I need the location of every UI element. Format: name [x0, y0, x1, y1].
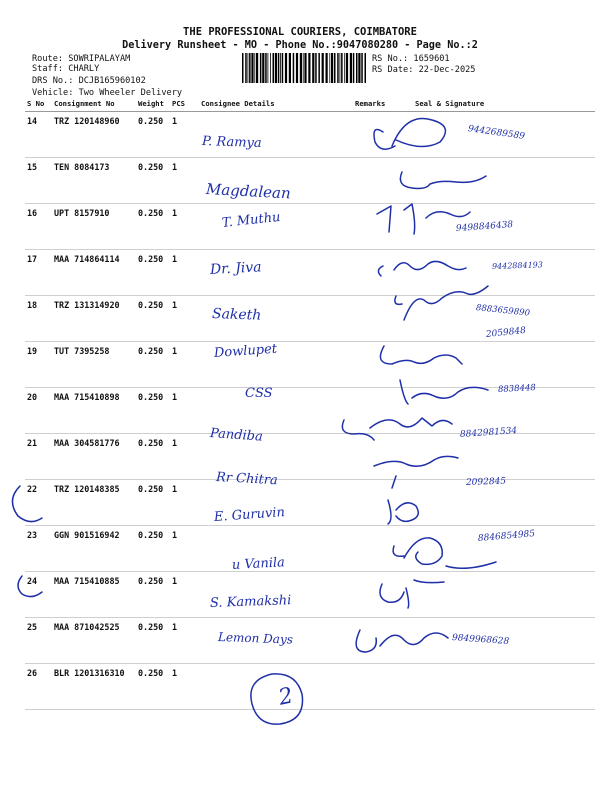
rs-date: RS Date: 22-Dec-2025	[372, 65, 476, 75]
cell-weight: 0.250	[136, 572, 170, 618]
handwritten-name: Rr Chitra	[215, 470, 279, 489]
serial-circle-25	[18, 576, 42, 597]
cell-sno: 22	[25, 480, 52, 526]
cell-sno: 14	[25, 112, 52, 158]
cell-sno: 23	[25, 526, 52, 572]
col-signature: Seal & Signature	[413, 99, 595, 112]
handwritten-name: CSS	[245, 386, 273, 401]
cell-pcs: 1	[170, 618, 199, 664]
handwritten-phone: 8846854985	[477, 529, 536, 544]
cell-sno: 21	[25, 434, 52, 480]
cell-weight: 0.250	[136, 204, 170, 250]
cell-sno: 25	[25, 618, 52, 664]
cell-weight: 0.250	[136, 342, 170, 388]
cell-weight: 0.250	[136, 434, 170, 480]
col-sno: S No	[25, 99, 52, 112]
runsheet-subtitle: Delivery Runsheet - MO - Phone No.:9047080280 - Page No.:2	[122, 40, 478, 51]
cell-pcs: 1	[170, 204, 199, 250]
signature-15	[400, 172, 486, 189]
cell-consignment: MAA 715410885	[52, 572, 136, 618]
cell-weight: 0.250	[136, 526, 170, 572]
cell-pcs: 1	[170, 572, 199, 618]
col-consignee: Consignee Details	[199, 99, 353, 112]
cell-sno: 15	[25, 158, 52, 204]
signature-21	[342, 418, 452, 440]
cell-weight: 0.250	[136, 250, 170, 296]
vehicle-label: Vehicle: Two Wheeler Delivery	[32, 88, 183, 98]
signature-14	[374, 118, 445, 149]
handwritten-name: E. Guruvin	[213, 505, 286, 525]
cell-pcs: 1	[170, 480, 199, 526]
cell-sno: 16	[25, 204, 52, 250]
col-consignment: Consignment No	[52, 99, 136, 112]
cell-sno: 26	[25, 664, 52, 710]
cell-weight: 0.250	[136, 388, 170, 434]
cell-consignment: MAA 871042525	[52, 618, 136, 664]
signature-25	[380, 580, 444, 608]
cell-sno: 24	[25, 572, 52, 618]
route-label: Route: SOWRIPALAYAM	[32, 54, 131, 64]
drs-number: DRS No.: DCJB165960102	[32, 76, 146, 86]
staff-label: Staff: CHARLY	[32, 64, 100, 74]
signature-20	[400, 380, 488, 404]
handwritten-name: Lemon Days	[217, 630, 294, 647]
cell-consignment: GGN 901516942	[52, 526, 136, 572]
cell-weight: 0.250	[136, 158, 170, 204]
handwritten-name: Saketh	[211, 306, 262, 324]
cell-consignment: TEN 8084173	[52, 158, 136, 204]
cell-consignment: BLR 1201316310	[52, 664, 136, 710]
handwritten-phone: 8883659890	[475, 303, 531, 319]
cell-consignment: UPT 8157910	[52, 204, 136, 250]
handwritten-phone: 2092845	[465, 476, 507, 488]
cell-pcs: 1	[170, 434, 199, 480]
serial-circle-23	[12, 486, 42, 522]
cell-weight: 0.250	[136, 480, 170, 526]
handwritten-name: S. Kamakshi	[209, 593, 292, 611]
cell-consignment: TUT 7395258	[52, 342, 136, 388]
col-weight: Weight	[136, 99, 170, 112]
company-title: THE PROFESSIONAL COURIERS, COIMBATORE	[183, 26, 417, 38]
handwritten-name: T. Muthu	[221, 209, 282, 231]
cell-sno: 20	[25, 388, 52, 434]
page-mark-circle	[251, 674, 303, 724]
cell-weight: 0.250	[136, 618, 170, 664]
cell-pcs: 1	[170, 664, 199, 710]
handwritten-phone: 9442884193	[491, 260, 544, 271]
cell-weight: 0.250	[136, 664, 170, 710]
cell-pcs: 1	[170, 250, 199, 296]
cell-pcs: 1	[170, 112, 199, 158]
handwritten-name: Dowlupet	[213, 341, 278, 361]
col-pcs: PCS	[170, 99, 199, 112]
handwritten-name: Pandiba	[209, 426, 264, 445]
cell-weight: 0.250	[136, 296, 170, 342]
cell-sno: 19	[25, 342, 52, 388]
handwritten-phone: 9498846438	[455, 220, 514, 234]
cell-consignment: TRZ 120148385	[52, 480, 136, 526]
handwritten-phone: 8842981534	[459, 426, 518, 440]
handwritten-name: Dr. Jiva	[209, 259, 262, 278]
signature-19	[380, 346, 462, 364]
cell-weight: 0.250	[136, 112, 170, 158]
cell-consignment: TRZ 131314920	[52, 296, 136, 342]
signature-22	[374, 456, 458, 488]
cell-consignment: MAA 714864114	[52, 250, 136, 296]
handwritten-name: u Vanila	[231, 555, 286, 573]
signature-24	[393, 538, 496, 568]
signature-18	[395, 286, 488, 320]
handwritten-name: Magdalean	[205, 180, 292, 203]
cell-pcs: 1	[170, 388, 199, 434]
signature-16	[377, 204, 470, 234]
handwritten-name: P. Ramya	[201, 134, 262, 152]
cell-pcs: 1	[170, 158, 199, 204]
cell-consignment: MAA 715410898	[52, 388, 136, 434]
cell-pcs: 1	[170, 526, 199, 572]
cell-pcs: 1	[170, 296, 199, 342]
rs-number: RS No.: 1659601	[372, 54, 450, 64]
page-mark: 2	[276, 683, 296, 711]
handwritten-phone: 8838448	[497, 383, 537, 395]
col-remarks: Remarks	[353, 99, 413, 112]
handwritten-phone: 9442689589	[467, 124, 526, 142]
cell-consignment: TRZ 120148960	[52, 112, 136, 158]
handwritten-phone: 2059848	[485, 325, 527, 340]
cell-consignment: MAA 304581776	[52, 434, 136, 480]
handwritten-phone: 9849968628	[451, 633, 510, 647]
cell-sno: 17	[25, 250, 52, 296]
signature-23	[388, 500, 418, 524]
signature-17	[378, 261, 466, 276]
signature-26	[356, 630, 448, 652]
cell-sno: 18	[25, 296, 52, 342]
cell-pcs: 1	[170, 342, 199, 388]
